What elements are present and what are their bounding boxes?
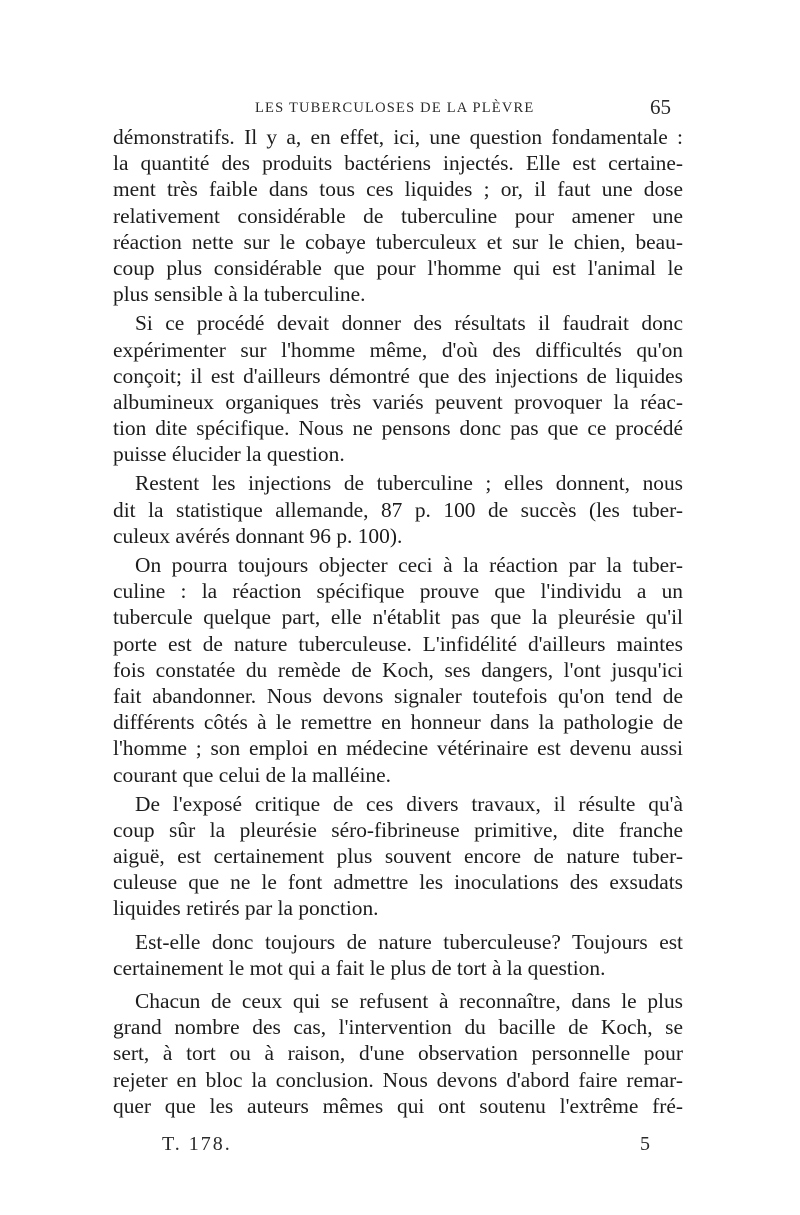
paragraph bbox=[113, 470, 683, 549]
running-title: LES TUBERCULOSES DE LA PLÈVRE bbox=[255, 100, 535, 116]
text-line: expérimenter sur l'homme même, d'où des difficultés qu'on bbox=[113, 337, 683, 362]
paragraph bbox=[113, 552, 683, 788]
text-line: porte est de nature tuberculeuse. L'infidélité d'ailleurs maintes bbox=[113, 631, 683, 656]
text-line: De l'exposé critique de ces divers travaux, il résulte qu'à bbox=[135, 791, 683, 816]
text-line: l'homme ; son emploi en médecine vétérinaire est devenu aussi bbox=[113, 736, 683, 761]
text-line: On pourra toujours objecter ceci à la réaction par la tuber- bbox=[135, 553, 683, 577]
text-line: démonstratifs. Il y a, en effet, ici, une question fondamentale : bbox=[113, 125, 683, 149]
text-line: aiguë, est certainement plus souvent encore de nature tuber- bbox=[113, 844, 683, 869]
paragraph bbox=[113, 310, 683, 467]
text-line: relativement considérable de tuberculine pour amener une bbox=[113, 203, 683, 228]
text-line: Restent les injections de tuberculine ; elles donnent, nous bbox=[135, 471, 683, 496]
text-line: courant que celui de la malléine. bbox=[113, 762, 391, 787]
text-line: culeuse que ne le font admettre les inoculations des exsudats bbox=[113, 870, 683, 895]
text-line: rejeter en bloc la conclusion. Nous devons d'abord faire remar- bbox=[113, 1067, 683, 1092]
text-line: dit la statistique allemande, 87 p. 100 de succès (les tuber- bbox=[113, 497, 683, 522]
text-line: réaction nette sur le cobaye tuberculeux et sur le chien, beau- bbox=[113, 229, 683, 254]
printer-signature-mark: T. 178. bbox=[162, 1133, 232, 1155]
text-line: sert, à tort ou à raison, d'une observation personnelle pour bbox=[113, 1041, 683, 1066]
text-line: différents côtés à le remettre en honneur dans la pathologie de bbox=[113, 710, 683, 735]
page-number: 65 bbox=[650, 95, 671, 119]
text-line: fait abandonner. Nous devons signaler toutefois qu'on tend de bbox=[113, 683, 683, 708]
text-line: liquides retirés par la ponction. bbox=[113, 896, 379, 921]
text-line: puisse élucider la question. bbox=[113, 442, 345, 467]
text-line: certainement le mot qui a fait le plus de tort à la question. bbox=[113, 955, 606, 980]
text-line: tion dite spécifique. Nous ne pensons donc pas que ce procédé bbox=[113, 416, 683, 441]
text-line: coup sûr la pleurésie séro-fibrineuse primitive, dite franche bbox=[113, 817, 683, 842]
text-line: fois constatée du remède de Koch, ses dangers, l'ont jusqu'ici bbox=[113, 657, 683, 682]
text-line: tubercule quelque part, elle n'établit pas que la pleurésie qu'il bbox=[113, 605, 683, 630]
text-line: conçoit; il est d'ailleurs démontré que des injections de liquides bbox=[113, 363, 683, 388]
text-line: culine : la réaction spécifique prouve que l'individu a un bbox=[113, 579, 683, 604]
text-line: quer que les auteurs mêmes qui ont soutenu l'extrême fré- bbox=[113, 1093, 683, 1118]
text-line: culeux avérés donnant 96 p. 100). bbox=[113, 523, 403, 548]
text-line: la quantité des produits bactériens injectés. Elle est certaine- bbox=[113, 151, 683, 176]
text-line: ment très faible dans tous ces liquides ; or, il faut une dose bbox=[113, 177, 683, 202]
paragraph bbox=[113, 929, 683, 981]
body-text bbox=[113, 124, 683, 1119]
text-line: coup plus considérable que pour l'homme qui est l'animal le bbox=[113, 255, 683, 280]
paragraph bbox=[113, 988, 683, 1119]
text-line: Chacun de ceux qui se refusent à reconnaître, dans le plus bbox=[135, 989, 683, 1013]
text-line: Est-elle donc toujours de nature tuberculeuse? Toujours est bbox=[135, 929, 683, 954]
paragraph bbox=[113, 791, 683, 922]
text-line: albumineux organiques très variés peuvent provoquer la réac- bbox=[113, 389, 683, 414]
signature-number: 5 bbox=[640, 1133, 650, 1155]
text-line: Si ce procédé devait donner des résultats il faudrait donc bbox=[135, 311, 683, 336]
text-line: plus sensible à la tuberculine. bbox=[113, 282, 366, 307]
text-line: grand nombre des cas, l'intervention du bacille de Koch, se bbox=[113, 1015, 683, 1040]
paragraph bbox=[113, 124, 683, 307]
